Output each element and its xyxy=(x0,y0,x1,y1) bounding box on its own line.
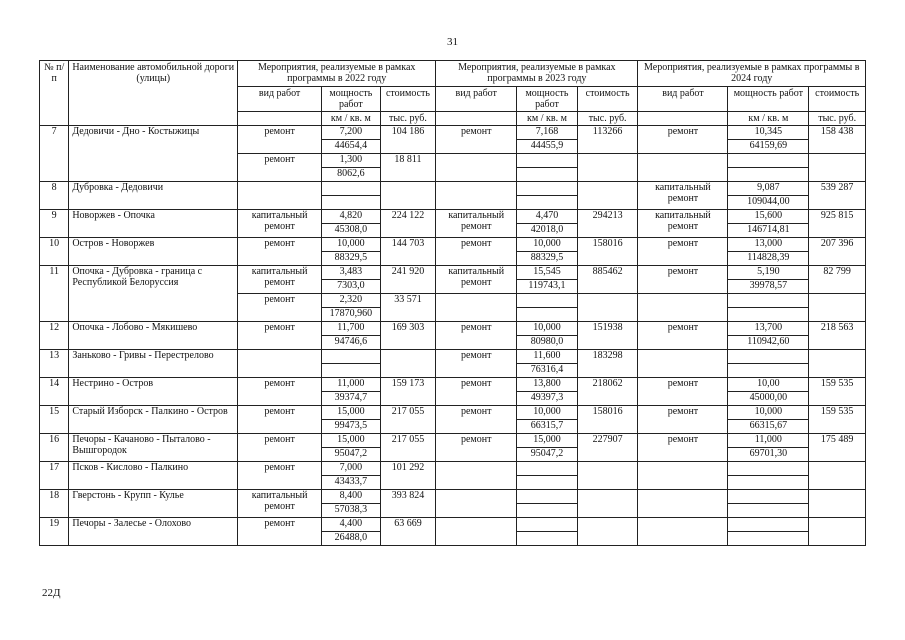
power-km-24 xyxy=(728,154,809,168)
power-km-23: 15,545 xyxy=(517,266,578,280)
cost-22: 224 122 xyxy=(380,210,436,238)
power-sqm-23: 80980,0 xyxy=(517,336,578,350)
power-sqm-22: 99473,5 xyxy=(322,420,381,434)
table-row xyxy=(40,406,866,420)
cost-23: 151938 xyxy=(577,322,638,350)
row-number: 8 xyxy=(40,182,69,210)
power-km-22: 7,000 xyxy=(322,462,381,476)
cost-23: 113266 xyxy=(577,126,638,154)
work-type-23: ремонт xyxy=(436,350,517,378)
row-number: 19 xyxy=(40,518,69,546)
table-row xyxy=(40,126,866,140)
table-row xyxy=(40,518,866,532)
work-type-22: ремонт xyxy=(238,154,322,182)
work-type-23: капитальный ремонт xyxy=(436,210,517,238)
power-sqm-24: 109044,00 xyxy=(728,196,809,210)
row-number: 12 xyxy=(40,322,69,350)
cost-22: 393 824 xyxy=(380,490,436,518)
header-2022: Мероприятия, реализуемые в рамках программы в 2022 году xyxy=(238,61,436,87)
power-km-23: 10,000 xyxy=(517,238,578,252)
row-number: 17 xyxy=(40,462,69,490)
header-power-2024: мощность работ xyxy=(728,87,809,112)
row-number: 16 xyxy=(40,434,69,462)
row-number: 11 xyxy=(40,266,69,322)
work-type-24: ремонт xyxy=(638,434,728,462)
cost-22: 217 055 xyxy=(380,406,436,434)
power-sqm-22 xyxy=(322,364,381,378)
work-type-22: ремонт xyxy=(238,434,322,462)
power-km-24: 9,087 xyxy=(728,182,809,196)
cost-22: 63 669 xyxy=(380,518,436,546)
work-type-24 xyxy=(638,154,728,182)
work-type-22: ремонт xyxy=(238,294,322,322)
cost-23 xyxy=(577,182,638,210)
work-type-23: ремонт xyxy=(436,322,517,350)
table-body xyxy=(40,126,866,546)
header-num: № п/п xyxy=(40,61,69,126)
power-sqm-22: 8062,6 xyxy=(322,168,381,182)
power-sqm-24: 39978,57 xyxy=(728,280,809,294)
cost-23 xyxy=(577,462,638,490)
work-type-23: ремонт xyxy=(436,406,517,434)
cost-23 xyxy=(577,154,638,182)
cost-24: 925 815 xyxy=(809,210,866,238)
power-sqm-23: 42018,0 xyxy=(517,224,578,238)
work-type-23 xyxy=(436,490,517,518)
work-type-22: капитальный ремонт xyxy=(238,210,322,238)
power-km-22: 3,483 xyxy=(322,266,381,280)
power-sqm-24 xyxy=(728,308,809,322)
table-row xyxy=(40,378,866,392)
cost-24 xyxy=(809,294,866,322)
table-row xyxy=(40,350,866,364)
power-sqm-24 xyxy=(728,476,809,490)
header-2024: Мероприятия, реализуемые в рамках программы в 2024 году xyxy=(638,61,866,87)
power-km-23: 13,800 xyxy=(517,378,578,392)
power-sqm-24 xyxy=(728,364,809,378)
work-type-23 xyxy=(436,294,517,322)
work-type-23 xyxy=(436,182,517,210)
road-name: Печоры - Залесье - Олохово xyxy=(69,518,238,546)
power-sqm-24: 114828,39 xyxy=(728,252,809,266)
row-number: 7 xyxy=(40,126,69,182)
work-type-23 xyxy=(436,462,517,490)
power-km-22: 11,000 xyxy=(322,378,381,392)
power-sqm-24: 146714,81 xyxy=(728,224,809,238)
cost-24 xyxy=(809,154,866,182)
work-type-24 xyxy=(638,350,728,378)
cost-22 xyxy=(380,182,436,210)
header-work-2024: вид работ xyxy=(638,87,728,112)
power-km-22: 2,320 xyxy=(322,294,381,308)
work-type-24: ремонт xyxy=(638,266,728,294)
header-unit-power-2024: км / кв. м xyxy=(728,112,809,126)
power-sqm-22: 7303,0 xyxy=(322,280,381,294)
cost-24: 539 287 xyxy=(809,182,866,210)
cost-24: 218 563 xyxy=(809,322,866,350)
power-sqm-24 xyxy=(728,532,809,546)
table-row xyxy=(40,210,866,224)
cost-22: 169 303 xyxy=(380,322,436,350)
header-work-unit-2023 xyxy=(436,112,517,126)
header-work-2023: вид работ xyxy=(436,87,517,112)
work-type-23: ремонт xyxy=(436,238,517,266)
cost-24 xyxy=(809,518,866,546)
header-cost-2022: стоимость xyxy=(380,87,436,112)
cost-22: 241 920 xyxy=(380,266,436,294)
cost-23: 158016 xyxy=(577,406,638,434)
cost-24: 158 438 xyxy=(809,126,866,154)
cost-23: 158016 xyxy=(577,238,638,266)
cost-22: 101 292 xyxy=(380,462,436,490)
power-sqm-22: 17870,960 xyxy=(322,308,381,322)
power-km-22: 1,300 xyxy=(322,154,381,168)
power-sqm-24 xyxy=(728,168,809,182)
table-row xyxy=(40,434,866,448)
cost-24 xyxy=(809,490,866,518)
road-name: Заньково - Гривы - Перестрелово xyxy=(69,350,238,378)
table-row xyxy=(40,182,866,196)
cost-24 xyxy=(809,350,866,378)
power-km-24: 15,600 xyxy=(728,210,809,224)
table-row xyxy=(40,490,866,504)
header-unit-cost-2024: тыс. руб. xyxy=(809,112,866,126)
header-power-2023: мощность работ xyxy=(517,87,578,112)
work-type-24 xyxy=(638,518,728,546)
road-name: Печоры - Качаново - Пыталово - Вышгородок xyxy=(69,434,238,462)
power-km-22 xyxy=(322,182,381,196)
power-sqm-24: 45000,00 xyxy=(728,392,809,406)
power-sqm-24 xyxy=(728,504,809,518)
power-sqm-22: 26488,0 xyxy=(322,532,381,546)
road-name: Старый Изборск - Палкино - Остров xyxy=(69,406,238,434)
work-type-24: капитальный ремонт xyxy=(638,182,728,210)
power-km-23 xyxy=(517,294,578,308)
power-km-22: 15,000 xyxy=(322,434,381,448)
power-km-22: 15,000 xyxy=(322,406,381,420)
row-number: 13 xyxy=(40,350,69,378)
power-sqm-22 xyxy=(322,196,381,210)
cost-24 xyxy=(809,462,866,490)
power-km-22: 4,820 xyxy=(322,210,381,224)
power-km-22: 11,700 xyxy=(322,322,381,336)
work-type-24: ремонт xyxy=(638,322,728,350)
power-km-23: 4,470 xyxy=(517,210,578,224)
page-number: 31 xyxy=(447,36,458,48)
power-sqm-23: 88329,5 xyxy=(517,252,578,266)
power-km-22: 7,200 xyxy=(322,126,381,140)
power-km-23: 7,168 xyxy=(517,126,578,140)
power-sqm-24: 69701,30 xyxy=(728,448,809,462)
power-sqm-22: 43433,7 xyxy=(322,476,381,490)
cost-23: 885462 xyxy=(577,266,638,294)
work-type-23: ремонт xyxy=(436,126,517,154)
cost-23 xyxy=(577,294,638,322)
power-km-24 xyxy=(728,490,809,504)
cost-24: 207 396 xyxy=(809,238,866,266)
row-number: 14 xyxy=(40,378,69,406)
table-row xyxy=(40,238,866,252)
work-type-22: ремонт xyxy=(238,378,322,406)
cost-23: 227907 xyxy=(577,434,638,462)
power-sqm-23: 49397,3 xyxy=(517,392,578,406)
power-km-23: 10,000 xyxy=(517,322,578,336)
power-km-22: 4,400 xyxy=(322,518,381,532)
header-road-name: Наименование автомобильной дороги (улицы) xyxy=(69,61,238,126)
power-sqm-22: 39374,7 xyxy=(322,392,381,406)
work-type-23 xyxy=(436,154,517,182)
header-unit-power-2023: км / кв. м xyxy=(517,112,578,126)
power-km-23 xyxy=(517,462,578,476)
cost-22: 159 173 xyxy=(380,378,436,406)
road-name: Дубровка - Дедовичи xyxy=(69,182,238,210)
power-sqm-23: 66315,7 xyxy=(517,420,578,434)
power-km-22: 10,000 xyxy=(322,238,381,252)
power-km-24 xyxy=(728,518,809,532)
power-km-23: 11,600 xyxy=(517,350,578,364)
work-type-22: ремонт xyxy=(238,238,322,266)
work-type-22: капитальный ремонт xyxy=(238,266,322,294)
power-km-23: 15,000 xyxy=(517,434,578,448)
work-type-24: ремонт xyxy=(638,378,728,406)
row-number: 15 xyxy=(40,406,69,434)
power-km-24: 10,000 xyxy=(728,406,809,420)
road-name: Нестрино - Остров xyxy=(69,378,238,406)
cost-22: 18 811 xyxy=(380,154,436,182)
power-sqm-22: 57038,3 xyxy=(322,504,381,518)
header-work-unit-2022 xyxy=(238,112,322,126)
header-2023: Мероприятия, реализуемые в рамках программы в 2023 году xyxy=(436,61,638,87)
power-sqm-23: 95047,2 xyxy=(517,448,578,462)
work-type-24 xyxy=(638,490,728,518)
power-km-24: 5,190 xyxy=(728,266,809,280)
power-km-23 xyxy=(517,518,578,532)
work-type-23 xyxy=(436,518,517,546)
cost-23 xyxy=(577,518,638,546)
power-km-23: 10,000 xyxy=(517,406,578,420)
header-work-2022: вид работ xyxy=(238,87,322,112)
power-sqm-24: 64159,69 xyxy=(728,140,809,154)
header-work-unit-2024 xyxy=(638,112,728,126)
power-sqm-23: 76316,4 xyxy=(517,364,578,378)
cost-24: 82 799 xyxy=(809,266,866,294)
header-unit-cost-2023: тыс. руб. xyxy=(577,112,638,126)
power-km-24 xyxy=(728,462,809,476)
row-number: 10 xyxy=(40,238,69,266)
cost-24: 175 489 xyxy=(809,434,866,462)
road-name: Новоржев - Опочка xyxy=(69,210,238,238)
power-sqm-23 xyxy=(517,168,578,182)
work-type-22 xyxy=(238,182,322,210)
header-cost-2024: стоимость xyxy=(809,87,866,112)
power-km-23 xyxy=(517,490,578,504)
power-km-24: 13,000 xyxy=(728,238,809,252)
road-name: Опочка - Дубровка - граница с Республикой Белоруссия xyxy=(69,266,238,322)
work-type-24: капитальный ремонт xyxy=(638,210,728,238)
power-sqm-22: 95047,2 xyxy=(322,448,381,462)
row-number: 9 xyxy=(40,210,69,238)
work-type-23: ремонт xyxy=(436,378,517,406)
work-type-24: ремонт xyxy=(638,126,728,154)
power-sqm-22: 94746,6 xyxy=(322,336,381,350)
work-type-23: капитальный ремонт xyxy=(436,266,517,294)
power-sqm-22: 44654,4 xyxy=(322,140,381,154)
power-km-23 xyxy=(517,182,578,196)
road-name: Псков - Кислово - Палкино xyxy=(69,462,238,490)
work-type-24: ремонт xyxy=(638,238,728,266)
cost-22: 104 186 xyxy=(380,126,436,154)
header-power-2022: мощность работ xyxy=(322,87,381,112)
cost-22: 33 571 xyxy=(380,294,436,322)
work-type-22: ремонт xyxy=(238,322,322,350)
power-sqm-24: 66315,67 xyxy=(728,420,809,434)
cost-22: 144 703 xyxy=(380,238,436,266)
road-name: Дедовичи - Дно - Костыжицы xyxy=(69,126,238,182)
cost-23: 218062 xyxy=(577,378,638,406)
power-sqm-24: 110942,60 xyxy=(728,336,809,350)
work-type-24 xyxy=(638,294,728,322)
power-km-24: 10,00 xyxy=(728,378,809,392)
cost-23: 294213 xyxy=(577,210,638,238)
road-name: Остров - Новоржев xyxy=(69,238,238,266)
work-type-24 xyxy=(638,462,728,490)
cost-24: 159 535 xyxy=(809,378,866,406)
work-type-22 xyxy=(238,350,322,378)
power-sqm-23 xyxy=(517,532,578,546)
power-sqm-23: 44455,9 xyxy=(517,140,578,154)
work-type-22: ремонт xyxy=(238,518,322,546)
work-type-22: ремонт xyxy=(238,462,322,490)
power-km-22: 8,400 xyxy=(322,490,381,504)
power-sqm-23 xyxy=(517,476,578,490)
power-sqm-23 xyxy=(517,196,578,210)
cost-23: 183298 xyxy=(577,350,638,378)
work-type-22: ремонт xyxy=(238,126,322,154)
power-km-24 xyxy=(728,350,809,364)
power-km-23 xyxy=(517,154,578,168)
power-sqm-22: 45308,0 xyxy=(322,224,381,238)
power-km-24 xyxy=(728,294,809,308)
work-type-22: ремонт xyxy=(238,406,322,434)
header-unit-power-2022: км / кв. м xyxy=(322,112,381,126)
work-type-24: ремонт xyxy=(638,406,728,434)
row-number: 18 xyxy=(40,490,69,518)
power-sqm-22: 88329,5 xyxy=(322,252,381,266)
road-name: Опочка - Лобово - Мякишево xyxy=(69,322,238,350)
power-sqm-23 xyxy=(517,504,578,518)
power-km-24: 10,345 xyxy=(728,126,809,140)
work-type-22: капитальный ремонт xyxy=(238,490,322,518)
power-km-24: 11,000 xyxy=(728,434,809,448)
road-program-table xyxy=(39,60,866,546)
header-unit-cost-2022: тыс. руб. xyxy=(380,112,436,126)
cost-24: 159 535 xyxy=(809,406,866,434)
header-cost-2023: стоимость xyxy=(577,87,638,112)
table-row xyxy=(40,322,866,336)
road-name: Гверстонь - Крупп - Кулье xyxy=(69,490,238,518)
work-type-23: ремонт xyxy=(436,434,517,462)
footer-code: 22Д xyxy=(42,587,61,599)
cost-23 xyxy=(577,490,638,518)
power-sqm-23 xyxy=(517,308,578,322)
cost-22: 217 055 xyxy=(380,434,436,462)
power-sqm-23: 119743,1 xyxy=(517,280,578,294)
table-row xyxy=(40,266,866,280)
cost-22 xyxy=(380,350,436,378)
table-row xyxy=(40,462,866,476)
power-km-24: 13,700 xyxy=(728,322,809,336)
power-km-22 xyxy=(322,350,381,364)
